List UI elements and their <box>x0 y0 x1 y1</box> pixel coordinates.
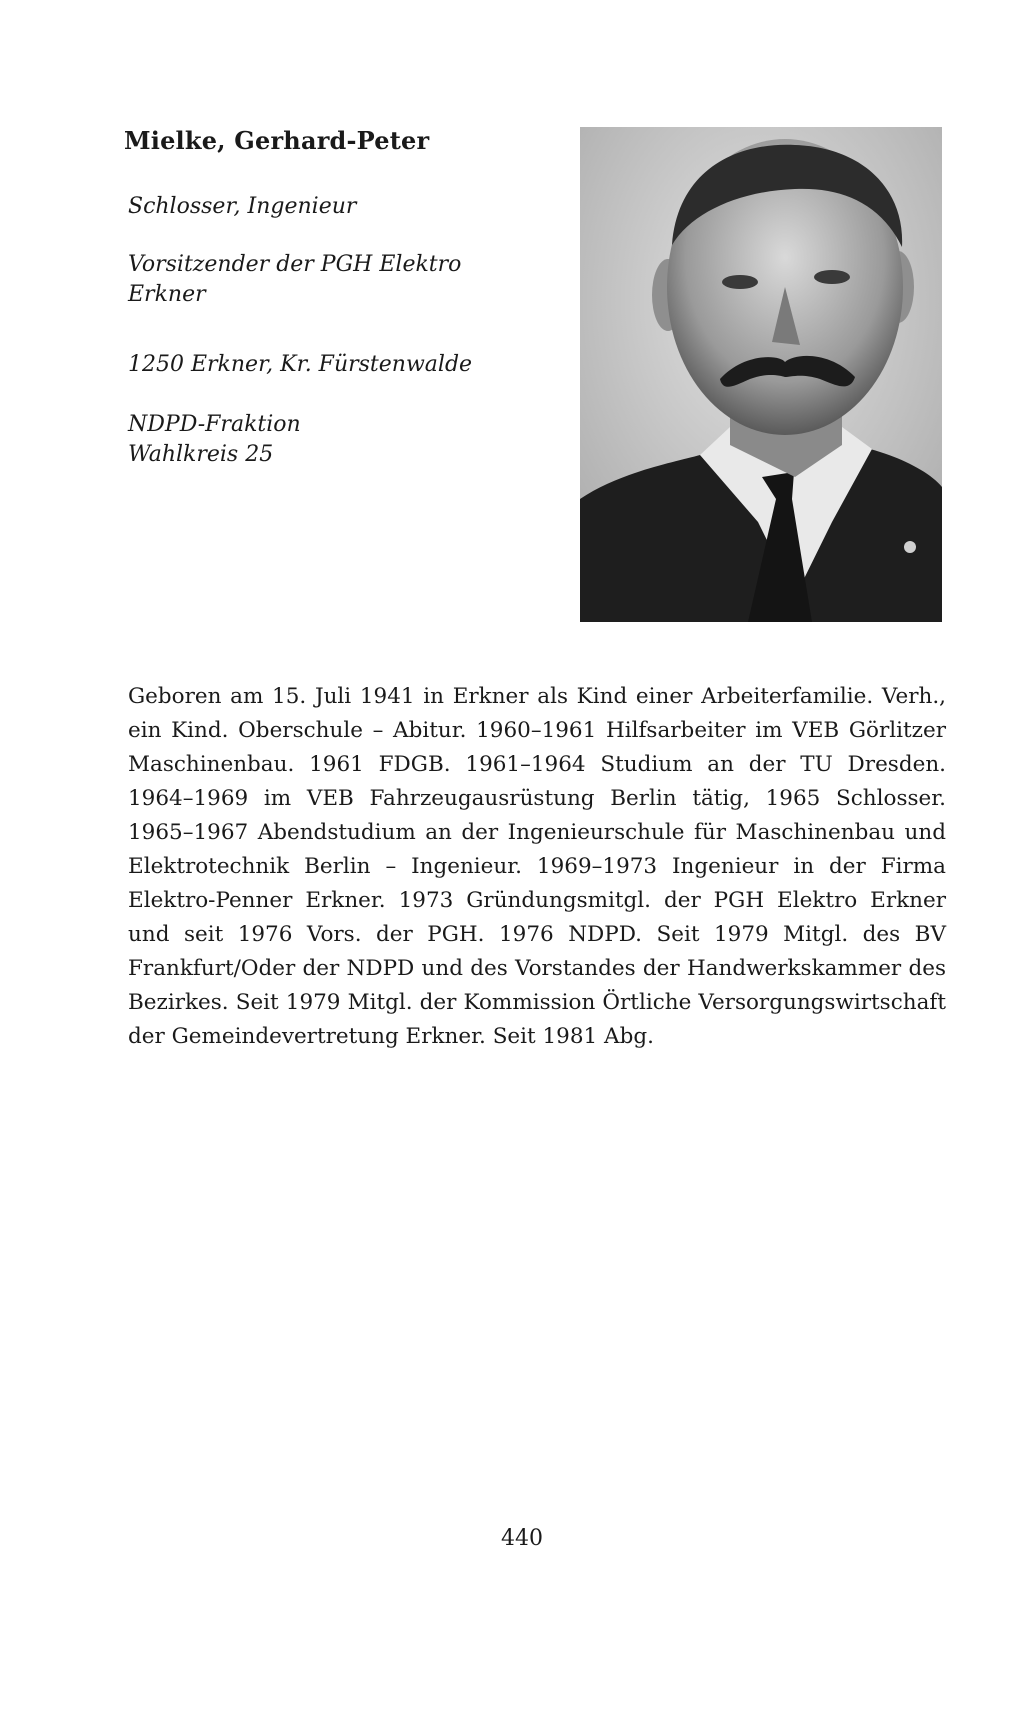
page-number: 440 <box>501 1526 543 1551</box>
person-name: Mielke, Gerhard-Peter <box>124 126 430 155</box>
faction: NDPD-Fraktion <box>128 412 301 437</box>
constituency: Wahlkreis 25 <box>128 442 274 467</box>
biography: Geboren am 15. Juli 1941 in Erkner als Kind einer Arbeiterfamilie. Verh., ein Kind. Oberschule – Abitur. 1960–1961 Hilfsarbeiter im VEB Görlitzer Maschinenbau. 1961 FDGB. 1961–1964 Studium an der TU Dresden. 1964–1969 im VEB Fahrzeugausrüstung Berlin tätig, 1965 Schlosser. 1965–1967 Abendstudium an der Ingenieurschule für Maschinenbau und Elektrotechnik Berlin – Ingenieur. 1969–1973 Ingenieur in der Firma Elektro-Penner Erkner. 1973 Gründungsmitgl. der PGH Elektro Erkner und seit 1976 Vors. der PGH. 1976 NDPD. Seit 1979 Mitgl. des BV Frankfurt/Oder der NDPD und des Vorstandes der Handwerkskammer des Bezirkes. Seit 1979 Mitgl. der Kommission Örtliche Versorgungswirtschaft der Gemeindevertretung Erkner. Seit 1981 Abg. <box>128 684 946 1049</box>
parliament-info <box>128 410 548 470</box>
address: 1250 Erkner, Kr. Fürstenwalde <box>128 352 473 377</box>
profession: Schlosser, Ingenieur <box>128 194 357 219</box>
position-line-2: Erkner <box>128 282 206 307</box>
position-line-1: Vorsitzender der PGH Elektro <box>128 252 462 277</box>
position <box>128 250 548 310</box>
portrait-illustration <box>580 127 942 622</box>
portrait-photo <box>580 127 942 622</box>
